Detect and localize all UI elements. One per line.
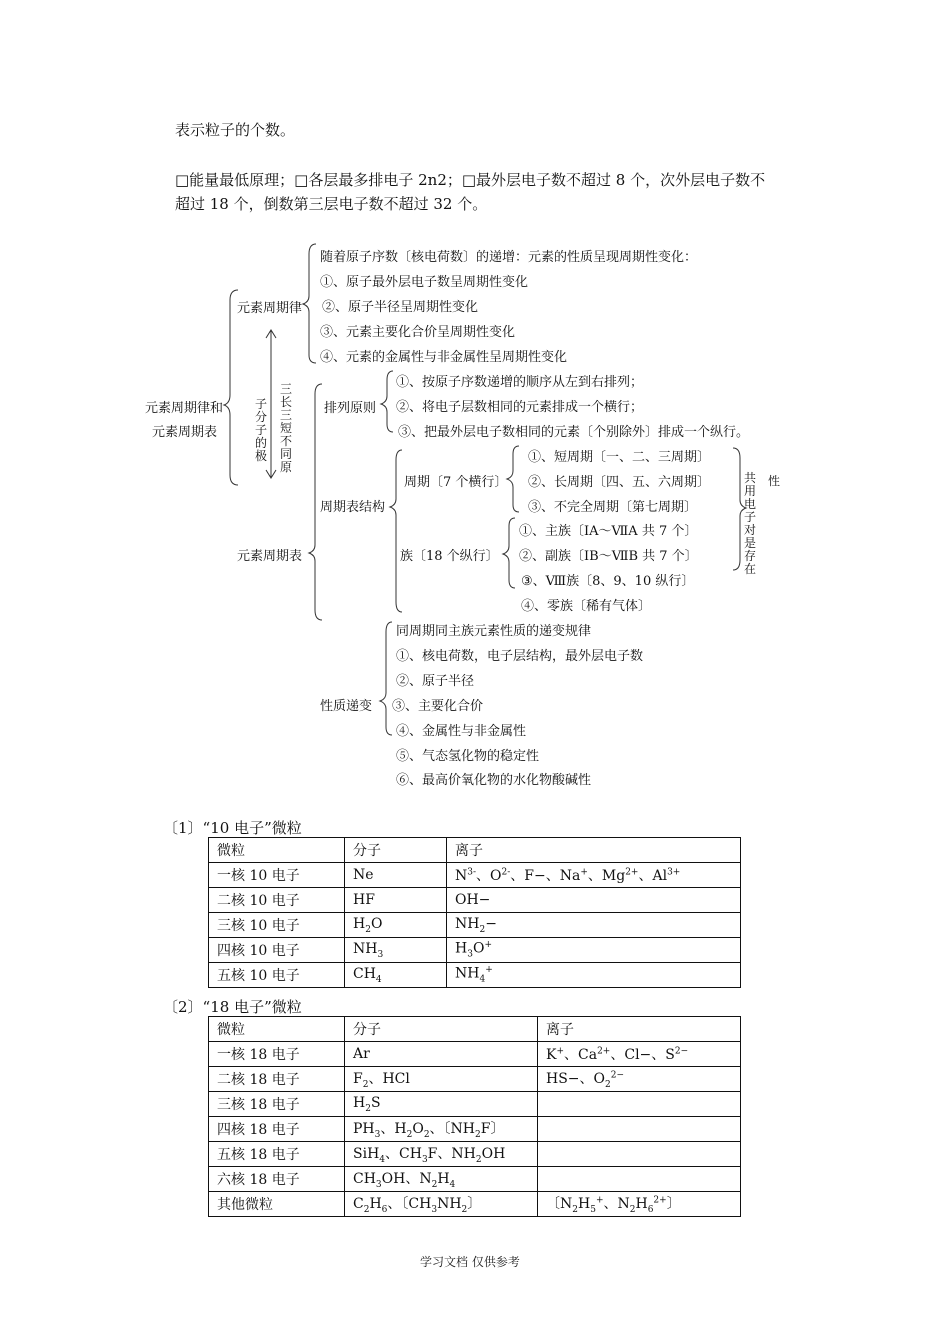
side-note: 共用电子对是存在 — [743, 471, 756, 576]
row-label: 三核 18 电子 — [209, 1092, 345, 1117]
side-note-2: 性 — [768, 474, 781, 488]
intro-line-1: 表示粒子的个数。 — [175, 121, 296, 139]
group-title: 族〔18 个纵行〕 — [400, 549, 499, 564]
change-item-6: ⑥、最高价氧化物的水化物酸碱性 — [396, 773, 592, 788]
molecule-cell: $H_2S$ — [345, 1092, 538, 1117]
law-title: 元素周期律 — [237, 301, 303, 316]
table-row — [209, 1017, 741, 1042]
change-item-5: ⑤、气态氢化物的稳定性 — [396, 749, 540, 764]
law-item-4: ④、元素的金属性与非金属性呈周期性变化 — [320, 350, 568, 365]
row-label: 六核 18 电子 — [209, 1167, 345, 1192]
change-title: 性质递变 — [320, 699, 373, 714]
arrange-item-1: ②、将电子层数相同的元素排成一个横行； — [396, 400, 644, 415]
table-row — [209, 1117, 741, 1142]
table-row — [209, 1142, 741, 1167]
table10 — [208, 837, 741, 988]
table18 — [208, 1016, 741, 1217]
table-row — [209, 1167, 741, 1192]
table10-caption: 〔1〕“10 电子”微粒 — [163, 819, 302, 837]
root-label-2: 元素周期表 — [152, 425, 218, 440]
molecule-cell: $PH_3$、$H_2O_2$、〔$NH_2F$〕 — [345, 1117, 538, 1142]
row-label: 五核 18 电子 — [209, 1142, 345, 1167]
group-item-1: ②、副族〔ⅠB～ⅦB 共 7 个〕 — [519, 549, 698, 564]
molecule-cell: $NH_3$ — [345, 938, 447, 963]
group-item-0: ①、主族〔ⅠA～ⅦA 共 7 个〕 — [519, 524, 698, 539]
row-label: 一核 10 电子 — [209, 863, 345, 888]
ion-cell: OH− — [447, 888, 741, 913]
ion-cell: $NH_2-$ — [447, 913, 741, 938]
arrange-title: 排列原则 — [324, 401, 377, 416]
table18-caption: 〔2〕“18 电子”微粒 — [163, 998, 302, 1016]
molecule-cell: $H_2O$ — [345, 913, 447, 938]
table-header-cell: 分子 — [345, 1017, 538, 1042]
arrange-item-0: ①、按原子序数递增的顺序从左到右排列； — [396, 375, 644, 390]
ion-cell: HS−、$O_2^{2-}$ — [538, 1067, 741, 1092]
intro-line-3: 超过 18 个，倒数第三层电子数不超过 32 个。 — [175, 195, 488, 213]
law-item-1: ①、原子最外层电子数呈周期性变化 — [320, 275, 529, 290]
change-item-4: ④、金属性与非金属性 — [396, 724, 527, 739]
molecule-cell: SiH$_4$、$CH_3F$、$NH_2OH$ — [345, 1142, 538, 1167]
table-header-cell: 离子 — [538, 1017, 741, 1042]
group-item-2: ③、Ⅷ族〔8、9、10 纵行〕 — [521, 574, 695, 589]
intro-line-2: □能量最低原理；□各层最多排电子 2n2；□最外层电子数不超过 8 个，次外层电子数不 — [175, 171, 766, 189]
table-row — [209, 1192, 741, 1217]
ion-cell: $N^{3-}$、$O^{2-}$、F−、Na+、$Mg^{2+}$、$Al^{3+}$ — [447, 863, 741, 888]
change-item-2: ②、原子半径 — [396, 674, 475, 689]
table-section-title: 元素周期表 — [237, 549, 303, 564]
row-label: 二核 18 电子 — [209, 1067, 345, 1092]
ion-cell — [538, 1167, 741, 1192]
law-item-0: 随着原子序数〔核电荷数〕的递增：元素的性质呈现周期性变化： — [320, 250, 698, 265]
period-item-0: ①、短周期〔一、二、三周期〕 — [528, 450, 711, 465]
group-item-3: ④、零族〔稀有气体〕 — [521, 599, 652, 614]
table-header-cell: 离子 — [447, 838, 741, 863]
ion-cell: $H_3O^+$ — [447, 938, 741, 963]
table-header-cell: 微粒 — [209, 1017, 345, 1042]
row-label: 一核 18 电子 — [209, 1042, 345, 1067]
row-label: 四核 18 电子 — [209, 1117, 345, 1142]
period-item-1: ②、长周期〔四、五、六周期〕 — [528, 475, 711, 490]
ion-cell — [538, 1092, 741, 1117]
table-row — [209, 938, 741, 963]
row-label: 四核 10 电子 — [209, 938, 345, 963]
row-label: 五核 10 电子 — [209, 963, 345, 988]
root-label-1: 元素周期律和 — [145, 401, 224, 416]
period-item-2: ③、不完全周期〔第七周期〕 — [528, 500, 698, 515]
period-title: 周期〔7 个横行〕 — [404, 475, 508, 490]
table-header-cell: 微粒 — [209, 838, 345, 863]
molecule-cell: HF — [345, 888, 447, 913]
ion-cell — [538, 1117, 741, 1142]
row-label: 其他微粒 — [209, 1192, 345, 1217]
arrange-item-2: ③、把最外层电子数相同的元素〔个别除外〕排成一个纵行。 — [398, 425, 750, 440]
molecule-cell: $CH_3OH$、$N_2H_4$ — [345, 1167, 538, 1192]
table-row — [209, 963, 741, 988]
structure-title: 周期表结构 — [320, 500, 386, 515]
molecule-cell: $C_2H_6$、〔$CH_3NH_2$〕 — [345, 1192, 538, 1217]
vertical-text-b: 三长三短不同原 — [279, 382, 292, 474]
table-header-cell: 分子 — [345, 838, 447, 863]
table-row — [209, 888, 741, 913]
vertical-text-a: 子分子的极 — [254, 397, 267, 463]
ion-cell — [538, 1142, 741, 1167]
molecule-cell: $F_2$、HCl — [345, 1067, 538, 1092]
table-row — [209, 863, 741, 888]
table-row — [209, 1067, 741, 1092]
row-label: 三核 10 电子 — [209, 913, 345, 938]
change-item-3: ③、主要化合价 — [392, 699, 484, 714]
ion-cell: $NH_4^+$ — [447, 963, 741, 988]
table-row — [209, 913, 741, 938]
change-item-0: 同周期同主族元素性质的递变规律 — [396, 624, 592, 639]
law-item-3: ③、元素主要化合价呈周期性变化 — [320, 325, 516, 340]
ion-cell: 〔$N_2H_5^+$、$N_2H_6^{2+}$〕 — [538, 1192, 741, 1217]
molecule-cell: Ar — [345, 1042, 538, 1067]
table-row — [209, 1092, 741, 1117]
table-row — [209, 1042, 741, 1067]
table-row — [209, 838, 741, 863]
molecule-cell: $CH_4$ — [345, 963, 447, 988]
change-item-1: ①、核电荷数，电子层结构，最外层电子数 — [396, 649, 644, 664]
row-label: 二核 10 电子 — [209, 888, 345, 913]
law-item-2: ②、原子半径呈周期性变化 — [322, 300, 479, 315]
molecule-cell: Ne — [345, 863, 447, 888]
ion-cell: K+、$Ca^{2+}$、Cl−、$S^{2-}$ — [538, 1042, 741, 1067]
page-footer: 学习文档 仅供参考 — [420, 1255, 520, 1269]
